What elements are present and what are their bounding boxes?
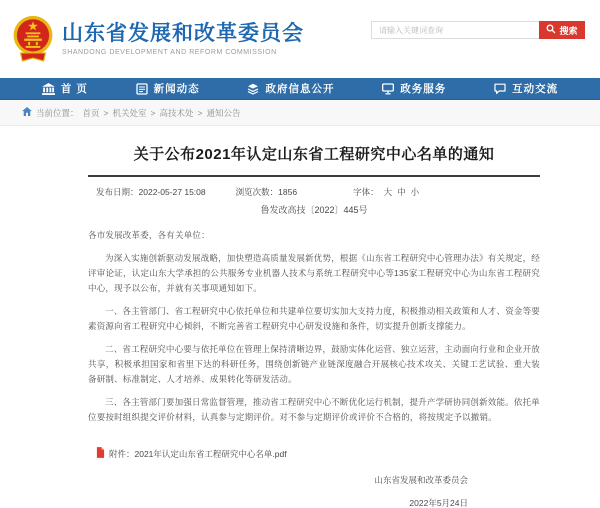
search-button-label: 搜索 [559, 25, 578, 36]
attachment-link[interactable] [88, 447, 540, 460]
nav-label: 新闻动态 [153, 83, 200, 95]
font-size-small[interactable]: 小 [410, 187, 420, 197]
publish-date-value: 2022-05-27 15:08 [138, 187, 206, 197]
info-disclosure-icon [247, 83, 259, 95]
breadcrumb-item-home[interactable]: 首页 [82, 107, 100, 118]
search-button[interactable] [539, 21, 585, 39]
search-bar [371, 21, 585, 39]
article [88, 143, 540, 508]
search-input[interactable] [371, 21, 539, 39]
brand-text [62, 22, 304, 56]
signature-org: 山东省发展和改革委员会 [374, 475, 468, 485]
nav-label: 政务服务 [400, 83, 447, 95]
paragraph-item-2: 二、省工程研究中心要与依托单位在管理上保持清晰边界，鼓励实体化运营、独立运营，主动面向行业和企业开放共享，积极承担国家和省里下达的科研任务，围绕创新链产业链深度融合开展核心技术攻关、关键工艺试验、重大装备研制、标准制定、人才培养、成果转化等研发活动。 [88, 344, 541, 384]
nav-label: 政府信息公开 [265, 83, 335, 95]
breadcrumb-item-hightech[interactable]: 高技术处 [159, 107, 194, 118]
title-divider [88, 175, 540, 177]
paragraph-item-3: 三、各主管部门要加强日常监督管理，推动省工程研究中心不断优化运行机制，提升产学研协同创新效能。依托单位要按时组织提交评价材料，认真参与定期评价。对不参与定期评价或评价不合格的，将按规定予以撤销。 [88, 397, 541, 422]
view-count-label: 浏览次数： [235, 187, 279, 197]
search-icon [546, 24, 556, 36]
breadcrumb-item-offices[interactable]: 机关处室 [112, 107, 147, 118]
main-nav [0, 78, 600, 100]
breadcrumb [0, 100, 600, 126]
article-title: 关于公布2021年认定山东省工程研究中心名单的通知 [133, 146, 495, 163]
font-size-toggle [353, 186, 419, 198]
interact-icon [494, 83, 506, 95]
nav-item-interact[interactable] [494, 81, 558, 96]
site-header [0, 0, 600, 78]
news-icon [136, 83, 148, 95]
signature-block [88, 474, 540, 508]
breadcrumb-separator: > [103, 107, 109, 118]
font-size-medium[interactable]: 中 [397, 187, 406, 197]
publish-date [96, 186, 206, 198]
nav-item-info-disclosure[interactable] [247, 81, 334, 96]
view-count [236, 186, 297, 198]
publish-date-label: 发布日期： [96, 187, 139, 197]
attachment-label: 附件：2021年认定山东省工程研究中心名单.pdf [109, 448, 287, 459]
paragraph-salutation: 各市发展改革委，各有关单位： [88, 230, 210, 240]
article-meta [88, 186, 540, 198]
national-emblem-logo [11, 14, 55, 64]
breadcrumb-prefix: 当前位置： [36, 107, 79, 118]
nav-item-services[interactable] [382, 81, 446, 96]
font-size-large[interactable]: 大 [383, 187, 393, 197]
nav-item-news[interactable] [136, 81, 200, 96]
location-home-icon [22, 107, 32, 118]
site-title: 山东省发展和改革委员会 [62, 22, 304, 45]
document-number: 鲁发改高技〔2022〕445号 [260, 205, 368, 215]
paragraph-intro: 为深入实施创新驱动发展战略，加快塑造高质量发展新优势，根据《山东省工程研究中心管理办法》有关规定，经评审论证，认定山东大学承担的公共服务专业机器人技术与系统工程研究中心等135家工程研究中心为山东省工程研究中心，现予以公布，并就有关事项通知如下。 [88, 253, 541, 293]
signature-date: 2022年5月24日 [409, 498, 468, 508]
pdf-icon [96, 447, 105, 460]
brand [11, 14, 304, 64]
font-size-label: 字体： [353, 187, 379, 197]
view-count-value: 1856 [278, 187, 298, 197]
breadcrumb-separator: > [197, 107, 203, 118]
services-icon [382, 83, 394, 95]
breadcrumb-item-notices[interactable]: 通知公告 [206, 107, 241, 118]
nav-label: 互动交流 [512, 83, 559, 95]
paragraph-item-1: 一、各主管部门、省工程研究中心依托单位和共建单位要切实加大支持力度，积极推动相关政策和人才、资金等要素资源向省工程研究中心倾斜，不断完善省工程研究中心研发设施和条件，切实提升创新支撑能力。 [88, 306, 541, 331]
site-subtitle: SHANDONG DEVELOPMENT AND REFORM COMMISSION [62, 49, 277, 56]
home-icon [42, 83, 55, 95]
nav-item-home[interactable] [42, 81, 88, 96]
nav-label: 首 页 [60, 83, 88, 95]
breadcrumb-separator: > [150, 107, 156, 118]
